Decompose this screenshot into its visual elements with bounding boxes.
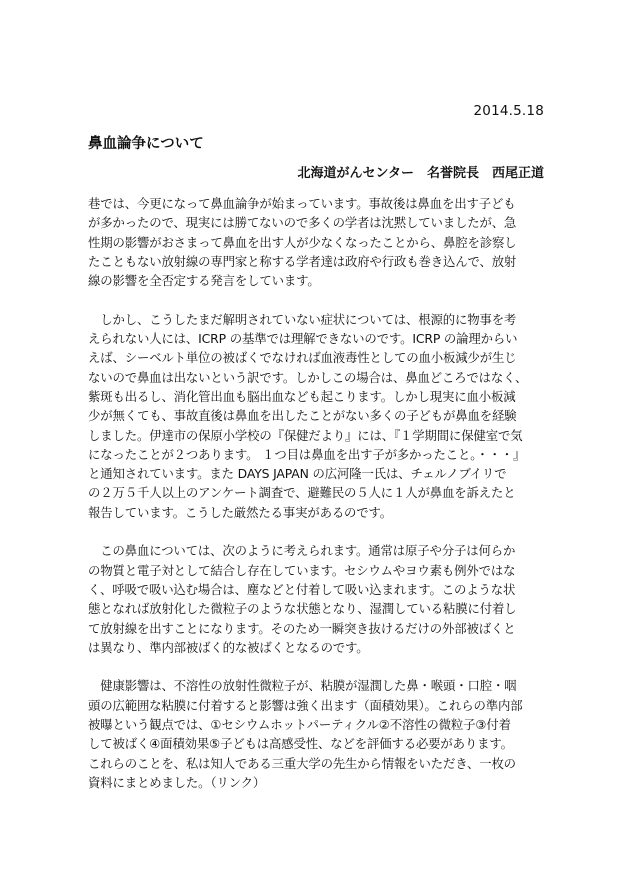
text-line: ないので鼻血は出ないという訳です。しかしこの場合は、鼻血どころではなく、 xyxy=(88,369,528,385)
text-line: しました。伊達市の保原小学校の『保健だより』には、『１学期間に保健室で気 xyxy=(88,427,523,443)
text-line: 紫斑も出るし、消化管出血も脳出血なども起こります。しかし現実に血小板減 xyxy=(88,388,516,404)
text-line: たこともない放射線の専門家と称する学者達は政府や行政も巻き込んで、放射 xyxy=(88,253,517,269)
text-line: して被ばく④面積効果⑤子どもは高感受性、などを評価する必要があります。 xyxy=(88,736,513,752)
document-body xyxy=(88,194,543,812)
paragraph xyxy=(88,310,543,522)
document-date: 2014.5.18 xyxy=(473,103,544,119)
text-line: この鼻血については、次のように考えられます。通常は原子や分子は何らか xyxy=(88,543,516,559)
paragraph xyxy=(88,676,543,792)
document-title: 鼻血論争について xyxy=(88,136,204,152)
text-line: 性期の影響がおさまって鼻血を出す人が少なくなったことから、鼻腔を診察し xyxy=(88,234,517,250)
text-line: これらのことを、私は知人である三重大学の先生から情報をいただき、一枚の xyxy=(88,755,516,771)
document-author: 北海道がんセンター 名誉院長 西尾正道 xyxy=(297,166,544,181)
text-line: と通知されています。また DAYS JAPAN の広河隆一氏は、チェルノブイリで xyxy=(88,466,507,482)
text-line: 頭の広範囲な粘膜に付着すると影響は強く出ます（面積効果）。これらの準内部 xyxy=(88,697,523,713)
text-line: 資料にまとめました。（リンク） xyxy=(88,774,266,790)
text-line: 健康影響は、不溶性の放射性微粒子が、粘膜が湿潤した鼻・喉頭・口腔・咽 xyxy=(88,678,517,694)
text-line: 態となれば放射化した微粒子のような状態となり、湿潤している粘膜に付着し xyxy=(88,601,517,617)
text-line: 被曝という観点では、①セシウムホットパーティクル②不溶性の微粒子③付着 xyxy=(88,717,511,733)
text-line: しかし、こうしたまだ解明されていない症状については、根源的に物事を考 xyxy=(88,311,517,327)
text-line: になったことが２つあります。 １つ目は鼻血を出す子が多かったこと。・・・』 xyxy=(88,446,526,462)
text-line: 巷では、今更になって鼻血論争が始まっています。事故後は鼻血を出す子ども xyxy=(88,196,516,211)
paragraph xyxy=(88,194,543,290)
text-line: 報告しています。こうした厳然たる事実があるのです。 xyxy=(88,504,393,520)
text-line: く、呼吸で吸い込む場合は、塵などと付着して吸い込まれます。このような状 xyxy=(88,581,516,597)
text-line: の物質と電子対として結合し存在しています。セシウムやヨウ素も例外ではな xyxy=(88,562,516,578)
paragraph xyxy=(88,541,543,657)
text-line: 少が無くても、事故直後は鼻血を出したことがない多くの子どもが鼻血を経験 xyxy=(88,408,517,424)
text-line: が多かったので、現実には勝てないので多くの学者は沈黙していましたが、急 xyxy=(88,215,517,231)
text-line: 線の影響を全否定する発言をしています。 xyxy=(88,273,320,289)
text-line: は異なり、準内部被ばく的な被ばくとなるのです。 xyxy=(88,639,369,655)
text-line: の２万５千人以上のアンケート調査で、避難民の５人に１人が鼻血を訴えたと xyxy=(88,485,516,501)
text-line: えば、シーベルト単位の被ばくでなければ血液毒性としての血小板減少が生じ xyxy=(88,350,517,366)
text-line: えられない人には、ICRP の基準では理解できないのです。ICRP の論理からい xyxy=(88,331,518,347)
text-line: て放射線を出すことになります。そのため一瞬突き抜けるだけの外部被ばくと xyxy=(88,620,516,636)
